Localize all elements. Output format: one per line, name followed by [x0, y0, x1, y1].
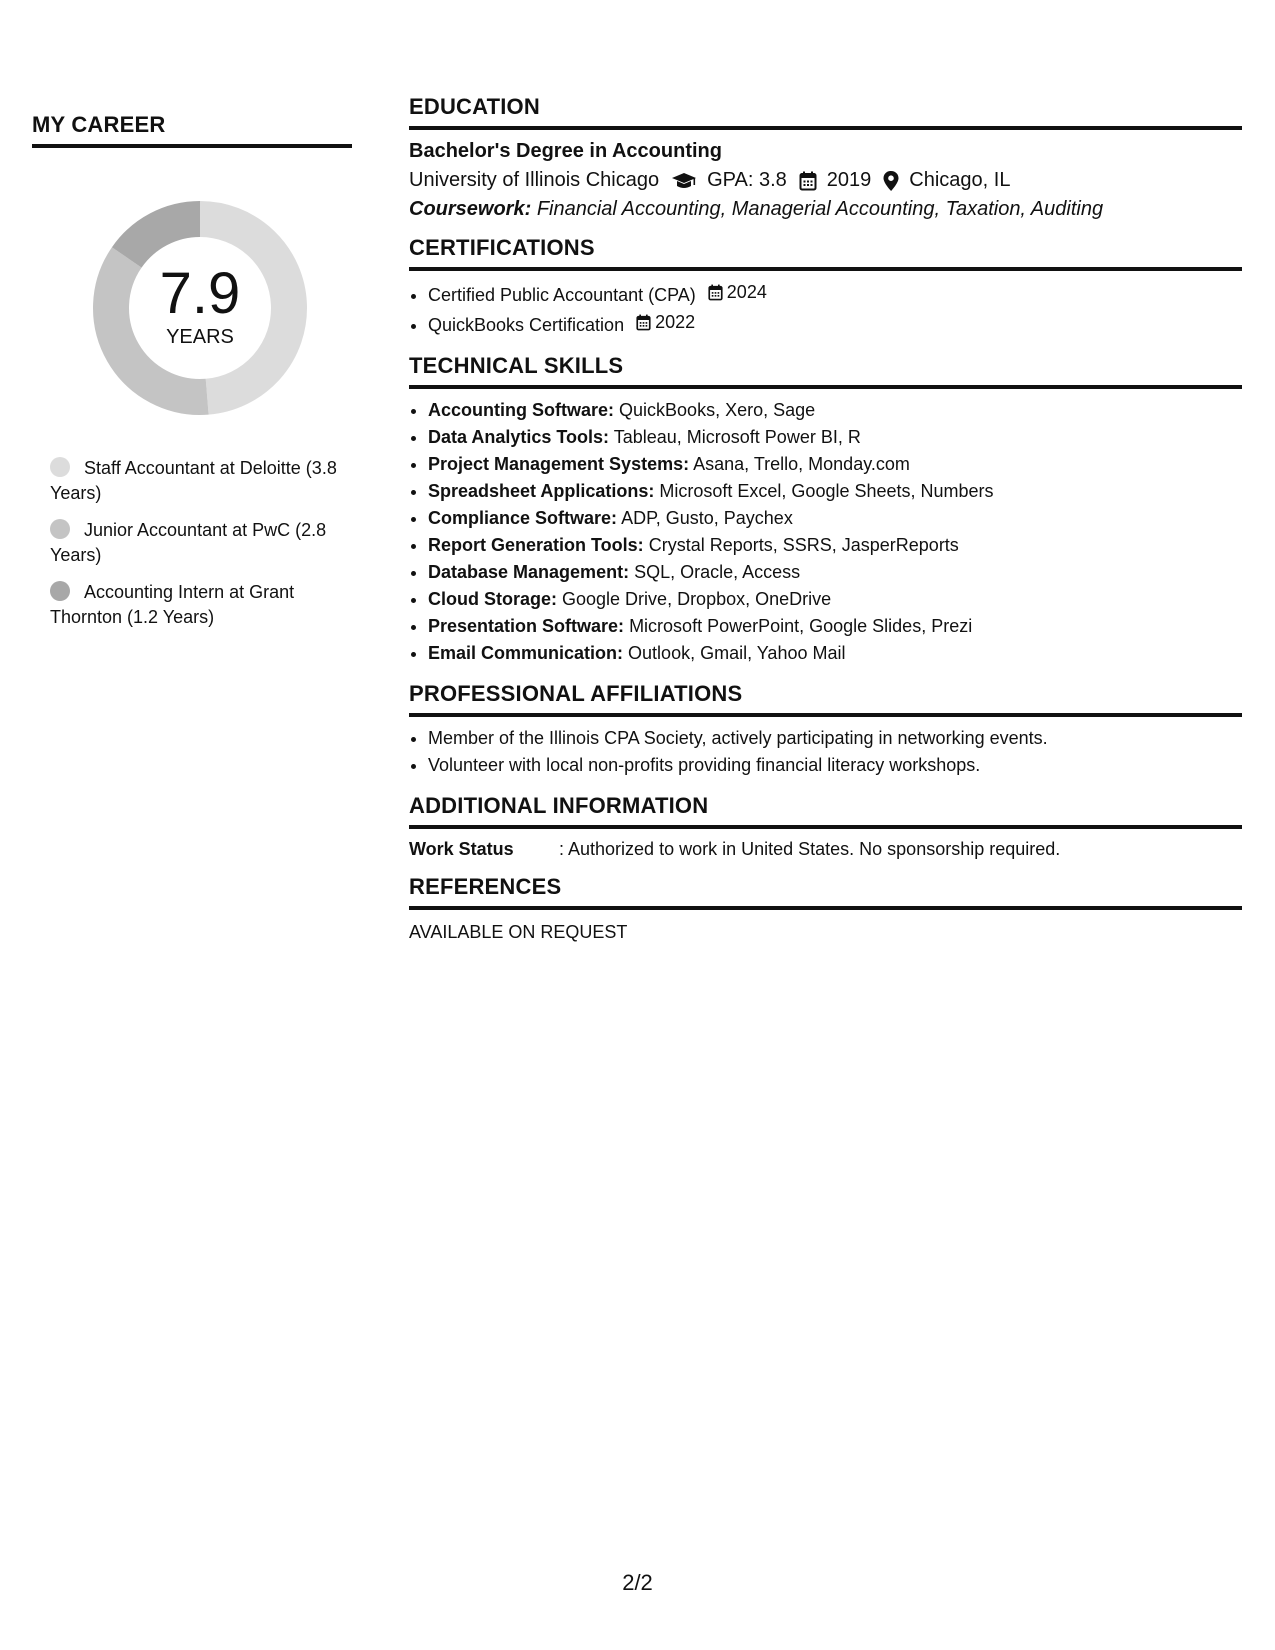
career-total-years: 7.9: [159, 260, 241, 326]
skill-label: Compliance Software:: [428, 508, 618, 528]
school-name: University of Illinois Chicago: [409, 169, 660, 191]
list-item: [428, 505, 1242, 532]
legend-label: Accounting Intern at Grant Thornton (1.2 Years): [50, 582, 295, 627]
skill-label: Accounting Software:: [428, 400, 615, 420]
list-item: [428, 451, 1242, 478]
skill-label: Email Communication:: [428, 643, 624, 663]
skills-list: [409, 397, 1242, 667]
education-title: EDUCATION: [409, 94, 1242, 130]
skill-value: Microsoft PowerPoint, Google Slides, Prezi: [629, 616, 973, 636]
education-section: [409, 94, 1242, 221]
list-item: [428, 397, 1242, 424]
certifications-list: [409, 279, 1242, 339]
graduation-cap-icon: [671, 171, 697, 191]
donut-center: [80, 188, 320, 428]
affiliations-section: [409, 681, 1242, 779]
career-sidebar: [32, 112, 352, 642]
map-pin-icon: [883, 171, 899, 191]
references-title: REFERENCES: [409, 874, 1242, 910]
list-item: [428, 279, 1242, 309]
list-item: [428, 424, 1242, 451]
degree: Bachelor's Degree in Accounting: [409, 140, 722, 162]
page-number: 2/2: [622, 1570, 653, 1595]
career-years-unit: YEARS: [166, 325, 234, 348]
additional-title: ADDITIONAL INFORMATION: [409, 793, 1242, 829]
cert-year: 2024: [726, 282, 767, 302]
skill-value: ADP, Gusto, Paychex: [621, 508, 793, 528]
legend-dot: [50, 581, 70, 601]
skill-label: Spreadsheet Applications:: [428, 481, 655, 501]
gpa: GPA: 3.8: [707, 169, 787, 191]
skills-title: TECHNICAL SKILLS: [409, 353, 1242, 389]
list-item: [428, 559, 1242, 586]
skill-label: Database Management:: [428, 562, 630, 582]
legend-dot: [50, 519, 70, 539]
list-item: [428, 586, 1242, 613]
skill-label: Cloud Storage:: [428, 589, 557, 609]
skill-value: Asana, Trello, Monday.com: [693, 454, 910, 474]
work-status-key: Work Status: [409, 839, 514, 859]
references-section: [409, 874, 1242, 943]
affiliations-list: [409, 725, 1242, 779]
career-legend: [50, 456, 350, 630]
certifications-section: [409, 235, 1242, 339]
cert-date: [708, 279, 767, 306]
coursework: [409, 198, 1242, 221]
skill-label: Report Generation Tools:: [428, 535, 644, 555]
cert-name: Certified Public Accountant (CPA): [428, 285, 696, 305]
legend-item: [50, 456, 350, 506]
list-item: • Member of the Illinois CPA Society, actively participating in networking events.: [428, 725, 1242, 752]
skill-value: Tableau, Microsoft Power BI, R: [613, 427, 861, 447]
work-status-value: : Authorized to work in United States. No sponsorship required.: [559, 839, 1061, 859]
cert-name: QuickBooks Certification: [428, 315, 625, 335]
skill-value: Microsoft Excel, Google Sheets, Numbers: [659, 481, 994, 501]
list-item: [428, 309, 1242, 339]
career-title: MY CAREER: [32, 112, 352, 148]
calendar-icon: [636, 314, 651, 331]
skill-value: QuickBooks, Xero, Sage: [619, 400, 816, 420]
career-donut-chart: [80, 188, 320, 428]
coursework-label: Coursework:: [409, 198, 532, 220]
list-item: [428, 532, 1242, 559]
graduation-year: 2019: [826, 169, 872, 191]
additional-section: [409, 793, 1242, 860]
legend-label: Staff Accountant at Deloitte (3.8 Years): [50, 458, 337, 503]
skills-section: [409, 353, 1242, 667]
legend-item: [50, 580, 350, 630]
list-item: [428, 640, 1242, 667]
skill-label: Presentation Software:: [428, 616, 625, 636]
coursework-list: Financial Accounting, Managerial Accounting, Taxation, Auditing: [536, 198, 1104, 220]
skill-value: Outlook, Gmail, Yahoo Mail: [628, 643, 846, 663]
cert-date: [636, 309, 695, 336]
skill-label: Project Management Systems:: [428, 454, 690, 474]
legend-label: Junior Accountant at PwC (2.8 Years): [50, 520, 327, 565]
skill-value: Google Drive, Dropbox, OneDrive: [562, 589, 832, 609]
work-status-row: [409, 839, 1242, 860]
education-meta: [409, 169, 1242, 192]
location: Chicago, IL: [909, 169, 1011, 191]
affiliations-title: PROFESSIONAL AFFILIATIONS: [409, 681, 1242, 717]
references-text: AVAILABLE ON REQUEST: [409, 922, 628, 942]
list-item: [428, 613, 1242, 640]
skill-value: Crystal Reports, SSRS, JasperReports: [648, 535, 959, 555]
legend-dot: [50, 457, 70, 477]
skill-value: SQL, Oracle, Access: [634, 562, 801, 582]
resume-main: [409, 94, 1242, 957]
skill-label: Data Analytics Tools:: [428, 427, 610, 447]
list-item: [428, 478, 1242, 505]
calendar-icon: [799, 171, 817, 191]
list-item: • Volunteer with local non-profits providing financial literacy workshops.: [428, 752, 1242, 779]
calendar-icon: [708, 284, 723, 301]
cert-year: 2022: [655, 312, 696, 332]
legend-item: [50, 518, 350, 568]
certifications-title: CERTIFICATIONS: [409, 235, 1242, 271]
